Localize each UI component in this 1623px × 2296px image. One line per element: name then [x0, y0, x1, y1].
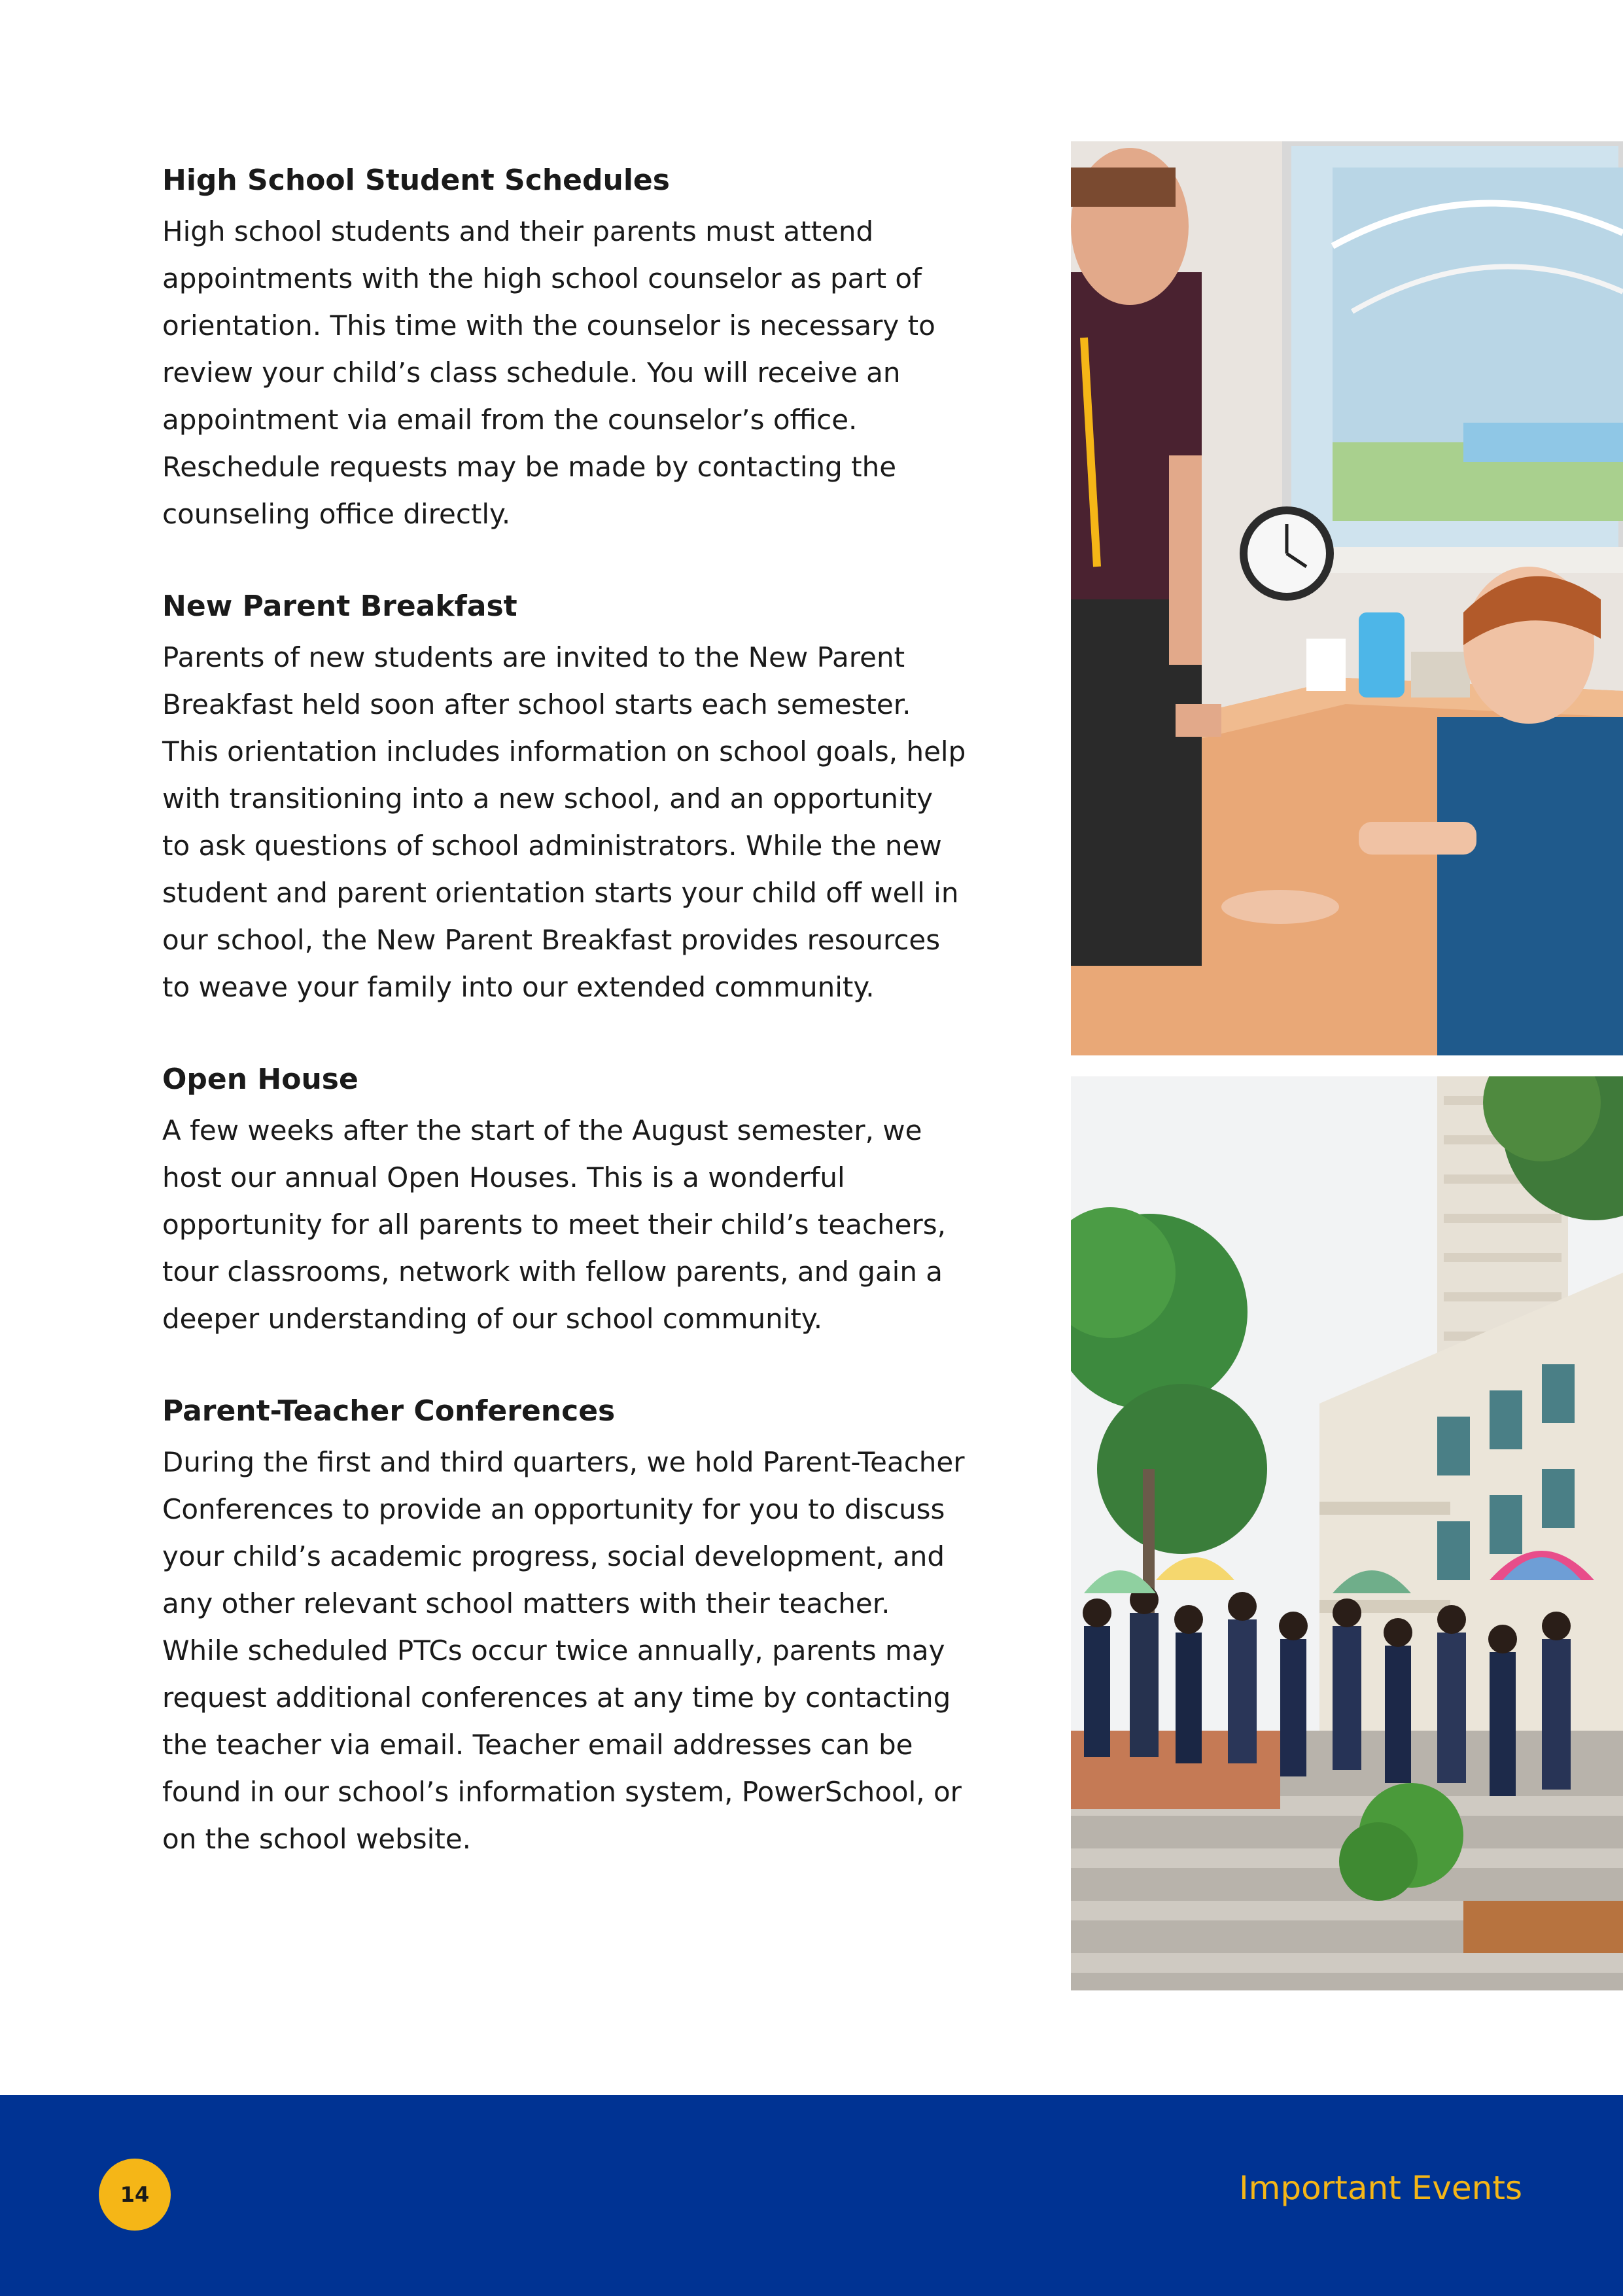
photo-students-courtyard	[1071, 1076, 1623, 1990]
section-new-parent-breakfast	[162, 586, 967, 1011]
section-body: Parents of new students are invited to the New Parent Breakfast held soon after school starts each semester. This orientation includes information on school goals, help with transitioning into a new school, and an opportunity to ask questions of school administrators. While the new student and parent orientation starts your child off well in our school, the New Parent Breakfast provides resources to weave your family into our extended community.	[162, 641, 966, 1003]
photo-counselor-illustration	[1071, 141, 1623, 1055]
section-body: High school students and their parents must attend appointments with the high school counselor as part of orientation. This time with the counselor is necessary to review your child’s class schedule. You will receive an appointment via email from the counselor’s office. Reschedule requests may be made by contacting the counseling office directly.	[162, 215, 935, 530]
section-body: A few weeks after the start of the August semester, we host our annual Open Houses. This is a wonderful opportunity for all parents to meet their child’s teachers, tour classrooms, network with fellow parents, and gain a deeper understanding of our school community.	[162, 1114, 946, 1335]
section-heading: Open House	[162, 1063, 358, 1096]
section-open-house	[162, 1059, 967, 1343]
section-parent-teacher-conferences	[162, 1390, 967, 1863]
page-number-badge: 14	[99, 2159, 171, 2231]
section-heading: New Parent Breakfast	[162, 590, 517, 623]
photo-courtyard-illustration	[1071, 1076, 1623, 1990]
section-high-school-schedules	[162, 160, 967, 538]
section-heading: Parent-Teacher Conferences	[162, 1394, 616, 1428]
section-heading: High School Student Schedules	[162, 164, 670, 197]
photo-counselor-with-student	[1071, 141, 1623, 1055]
section-body: During the first and third quarters, we hold Parent-Teacher Conferences to provide an opportunity for you to discuss your child’s academic progress, social development, and any other relevant school matters with their teacher. While scheduled PTCs occur twice annually, parents may request additional conferences at any time by contacting the teacher via email. Teacher email addresses can be found in our school’s information system, PowerSchool, or on the school website.	[162, 1446, 965, 1855]
main-content	[162, 160, 967, 1911]
footer-section-title: Important Events	[1238, 2169, 1522, 2207]
